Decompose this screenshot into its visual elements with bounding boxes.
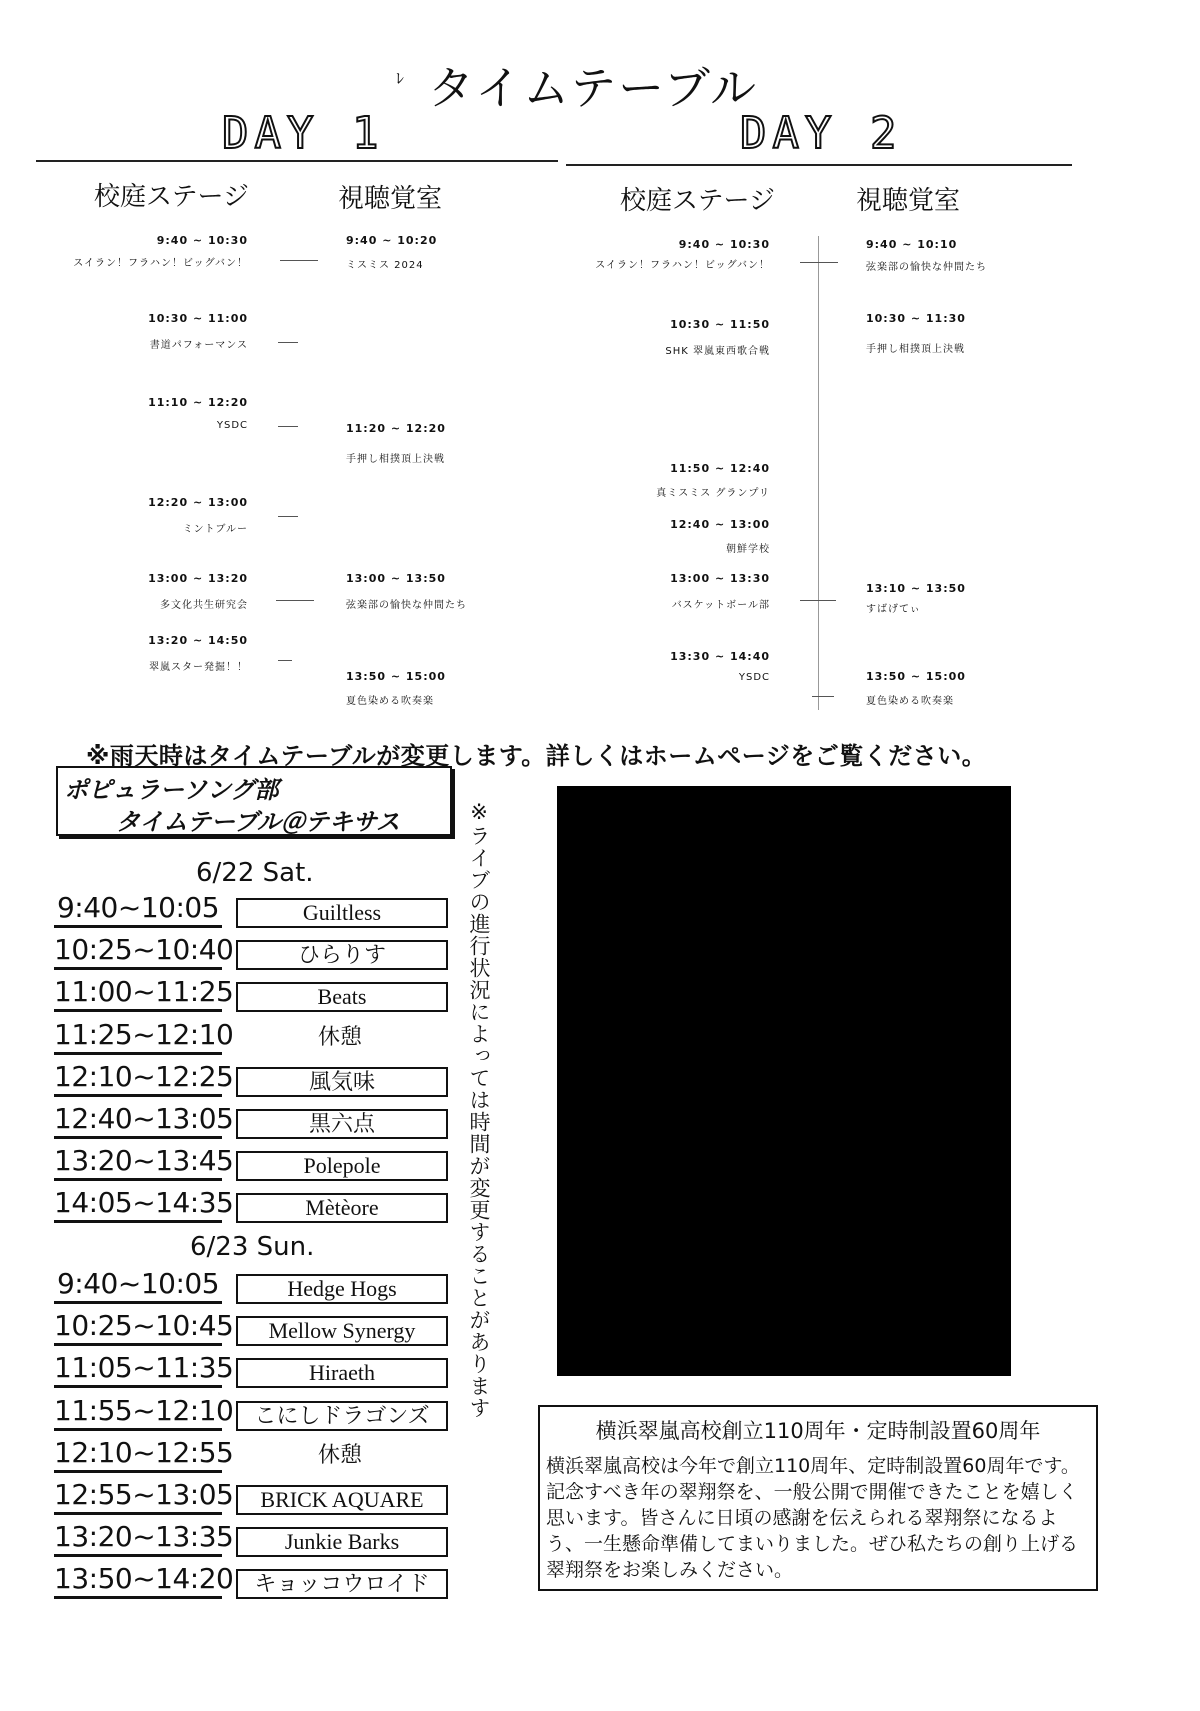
day2-room-time: 10:30 ~ 11:30 [866,312,966,325]
performer-name: キョッコウロイド [236,1569,448,1599]
day1-room-name: 手押し相撲頂上決戦 [346,454,445,465]
page-title: タイムテーブル [428,61,759,115]
performer-name: 風気味 [236,1067,448,1097]
connector-line [276,600,314,601]
day1-rule [36,160,558,162]
day2-room-time: 13:50 ~ 15:00 [866,670,966,683]
day2-room-name: すばげてぃ [866,604,921,615]
performer-name: Hedge Hogs [236,1274,448,1304]
day2-stage-name: YSDC [738,672,770,683]
lineup-row [54,1267,450,1304]
day1-stage-name: 書道パフォーマンス [149,340,248,351]
break-label: 休憩 [317,1024,362,1050]
performance-time: 11:00~11:25 [54,975,222,1012]
club-title-box [56,766,452,836]
day1-stage-name: スイラン！フラハン！ビッグバン！ [73,258,248,269]
lineup-row [54,1059,450,1097]
day2-room-time: 13:10 ~ 13:50 [866,582,966,595]
performance-time: 9:40~10:05 [54,891,222,928]
performance-time: 10:25~10:45 [54,1309,222,1346]
day2-stage-time: 9:40 ~ 10:30 [678,238,770,251]
performer-name: Beats [236,982,448,1012]
performance-time: 11:55~12:10 [54,1394,222,1431]
day2-rule [566,164,1072,166]
connector-line [280,260,318,261]
day1-room-name: 夏色染める吹奏楽 [346,696,434,707]
performance-time: 9:40~10:05 [54,1267,222,1304]
day2-divider-line [818,236,819,710]
day1-stage-time: 9:40 ~ 10:30 [156,234,248,247]
lineup-row [54,1435,450,1473]
day1-room-time: 13:00 ~ 13:50 [346,572,446,585]
day2-room-name: 弦楽部の愉快な仲間たち [866,262,987,273]
day2-stage-time: 10:30 ~ 11:50 [670,318,770,331]
day2-stage-time: 12:40 ~ 13:00 [670,518,770,531]
redacted-image [557,786,1011,1376]
club-subtitle: タイムテーブル＠テキサス [116,808,400,836]
vertical-note: ※ライブの進行状況によっては時間が変更することがあります [467,800,491,1419]
club-name: ポピュラーソング部 [64,776,279,804]
anniversary-message: 横浜翠嵐高校は今年で創立110周年、定時制設置60周年です。記念すべき年の翠翔祭を、一般公開で開催できたことを嬉しく思います。皆さんに日頃の感謝を伝えられる翠翔祭になるよう、一生懸命準備してまいりました。ぜひ私たちの創り上げる翠翔祭をお楽しみください。 [546,1455,1080,1581]
connector-line [278,660,292,661]
day1-stage-time: 11:10 ~ 12:20 [148,396,248,409]
day1-stage-time: 10:30 ~ 11:00 [148,312,248,325]
day2-room-heading: 視聴覚室 [856,186,961,216]
performance-time: 12:10~12:25 [54,1060,222,1097]
performer-name: こにしドラゴンズ [236,1401,448,1431]
connector-line [278,342,298,343]
anniversary-box [538,1405,1098,1591]
day1-room-name: ミスミス 2024 [346,260,424,271]
performer-name: Junkie Barks [236,1527,448,1557]
day2-stage-name: 朝鮮学校 [726,544,770,555]
day1-stage-name: ミントブルー [182,524,248,535]
performance-time: 12:40~13:05 [54,1102,222,1139]
rain-notice: ※雨天時はタイムテーブルが変更します。詳しくはホームページをご覧ください。 [86,742,987,770]
day2-room-time: 9:40 ~ 10:10 [866,238,958,251]
performer-name: ひらりす [236,940,448,970]
performance-time: 10:25~10:40 [54,933,222,970]
connector-line [800,600,836,601]
sunday-date: 6/23 Sun. [190,1232,315,1262]
title-mark: ﾚ [396,69,405,88]
performance-time: 11:05~11:35 [54,1351,222,1388]
performer-name: BRICK AQUARE [236,1485,448,1515]
day1-stage-heading: 校庭ステージ [94,182,249,212]
day2-label: DAY 2 [740,108,903,159]
lineup-row [54,1393,450,1431]
break-label: 休憩 [317,1442,362,1468]
day2-stage-name: SHK 翠嵐東西歌合戦 [665,346,770,357]
performer-name: Mètèore [236,1193,448,1223]
day2-stage-name: バスケットボール部 [671,600,770,611]
day2-stage-heading: 校庭ステージ [620,186,775,216]
performer-name: Mellow Synergy [236,1316,448,1346]
lineup-row [54,1351,450,1388]
day2-stage-time: 13:30 ~ 14:40 [670,650,770,663]
lineup-row [54,1144,450,1181]
lineup-row [54,1309,450,1346]
lineup-row [54,1186,450,1223]
lineup-row [54,1478,450,1515]
performance-time: 11:25~12:10 [54,1018,222,1055]
performance-time: 12:10~12:55 [54,1436,222,1473]
day1-label: DAY 1 [222,108,385,159]
day1-room-time: 13:50 ~ 15:00 [346,670,446,683]
performer-name: Hiraeth [236,1358,448,1388]
day1-room-time: 11:20 ~ 12:20 [346,422,446,435]
performance-time: 12:55~13:05 [54,1478,222,1515]
day1-stage-time: 13:20 ~ 14:50 [148,634,248,647]
anniversary-title: 横浜翠嵐高校創立110周年・定時制設置60周年 [595,1419,1041,1443]
day2-stage-name: 真ミスミス グランプリ [656,488,770,499]
day1-stage-name: 多文化共生研究会 [160,600,248,611]
day2-room-name: 夏色染める吹奏楽 [866,696,954,707]
performance-time: 13:50~14:20 [54,1562,222,1599]
performance-time: 13:20~13:45 [54,1144,222,1181]
lineup-row [54,1520,450,1557]
performance-time: 14:05~14:35 [54,1186,222,1223]
day1-stage-name: YSDC [216,420,248,431]
connector-line [278,426,298,427]
saturday-date: 6/22 Sat. [196,858,314,888]
lineup-row [54,1102,450,1139]
day1-stage-time: 12:20 ~ 13:00 [148,496,248,509]
day1-stage-time: 13:00 ~ 13:20 [148,572,248,585]
day2-stage-time: 13:00 ~ 13:30 [670,572,770,585]
connector-line [278,516,298,517]
day1-room-time: 9:40 ~ 10:20 [346,234,438,247]
day2-room-name: 手押し相撲頂上決戦 [866,344,965,355]
performer-name: Guiltless [236,898,448,928]
lineup-row [54,975,450,1012]
connector-line [812,696,834,697]
day1-room-heading: 視聴覚室 [338,184,443,214]
performer-name: 黒六点 [236,1109,448,1139]
lineup-row [54,1017,450,1055]
connector-line [800,262,838,263]
day1-stage-name: 翠嵐スター発掘！！ [149,662,248,673]
lineup-row [54,933,450,970]
day1-room-name: 弦楽部の愉快な仲間たち [346,600,467,611]
performance-time: 13:20~13:35 [54,1520,222,1557]
day2-stage-time: 11:50 ~ 12:40 [670,462,770,475]
lineup-row [54,891,450,928]
performer-name: Polepole [236,1151,448,1181]
day2-stage-name: スイラン！フラハン！ビッグバン！ [595,260,770,271]
lineup-row [54,1562,450,1599]
